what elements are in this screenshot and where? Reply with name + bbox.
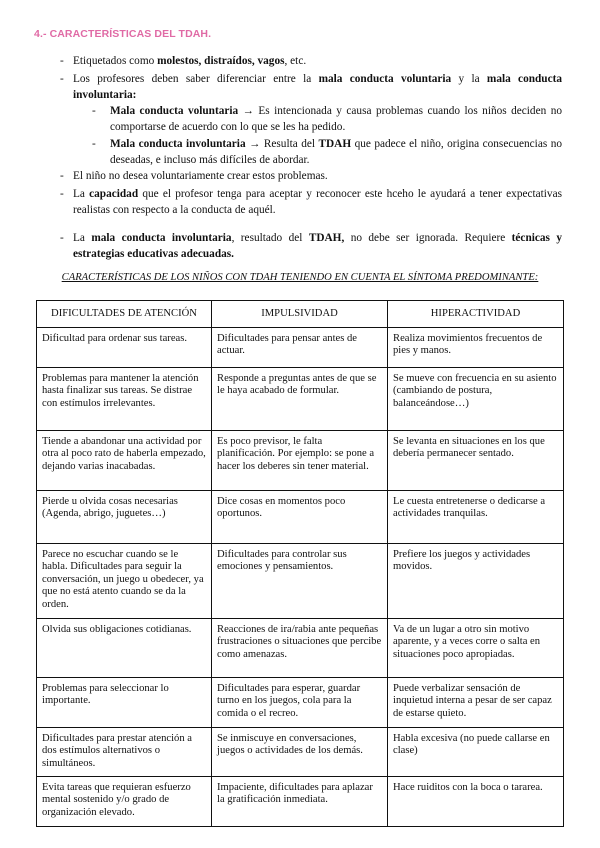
bullet-text	[73, 230, 562, 262]
table-cell: Dice cosas en momentos poco oportunos.	[212, 491, 388, 544]
text-run: Etiquetados como	[73, 55, 158, 67]
text-run: que el profesor tenga para aceptar y reconocer este hceho le ayudará a tener expectativas realistas con respecto a la conducta de aquél.	[73, 188, 562, 216]
bullet-item	[60, 53, 562, 69]
bold-run: TDAH	[318, 138, 352, 150]
table-cell: Pierde u olvida cosas necesarias (Agenda, abrigo, juguetes…)	[37, 491, 212, 544]
header-attention: DIFICULTADES DE ATENCIÓN	[37, 301, 212, 328]
bullet-dash: -	[60, 188, 64, 200]
bold-run: molestos, distraídos, vagos	[157, 55, 285, 67]
table-cell: Prefiere los juegos y actividades movidos.	[388, 544, 564, 619]
bullet-text	[73, 71, 562, 103]
table-cell: Reacciones de ira/rabia ante pequeñas frustraciones o situaciones que percibe como amenazas.	[212, 619, 388, 678]
bullet-text	[73, 168, 562, 184]
bullet-item	[60, 230, 562, 262]
bullet-text	[73, 53, 562, 69]
table-row	[37, 328, 564, 368]
table-cell: Dificultades para pensar antes de actuar.	[212, 328, 388, 368]
bold-run: mala conducta involuntaria:	[73, 73, 562, 101]
table-cell: Evita tareas que requieran esfuerzo mental sostenido y/o grado de organización elevado.	[37, 777, 212, 827]
header-impulsivity: IMPULSIVIDAD	[212, 301, 388, 328]
table-cell: Dificultades para controlar sus emociones y pensamientos.	[212, 544, 388, 619]
bullet-dash: -	[92, 105, 96, 117]
table-cell: Puede verbalizar sensación de inquietud interna a pesar de ser capaz de estarse quieto.	[388, 678, 564, 728]
table-cell: Le cuesta entretenerse o dedicarse a actividades tranquilas.	[388, 491, 564, 544]
table-row	[37, 728, 564, 777]
table-caption: CARACTERÍSTICAS DE LOS NIÑOS CON TDAH TENIENDO EN CUENTA EL SÍNTOMA PREDOMINANTE:	[61, 272, 539, 283]
bullet-item	[60, 71, 562, 103]
table-cell: Problemas para mantener la atención hasta finalizar sus tareas. Se distrae con estímulos irrelevantes.	[37, 368, 212, 431]
text-run: La	[73, 232, 92, 244]
text-run: , resultado del	[231, 232, 309, 244]
table-row	[37, 619, 564, 678]
text-run: , etc.	[284, 55, 307, 67]
bullet-dash: -	[60, 73, 64, 85]
table-row	[37, 678, 564, 728]
table-row	[37, 544, 564, 619]
bullet-dash: -	[60, 55, 64, 67]
table-cell: Dificultad para ordenar sus tareas.	[37, 328, 212, 368]
sub-bullet-item	[92, 103, 562, 135]
table-header-row	[37, 301, 564, 328]
text-run: Los profesores deben saber diferenciar entre la	[73, 73, 319, 85]
table-row	[37, 491, 564, 544]
text-run: La	[73, 188, 90, 200]
arrow-icon: →	[242, 105, 254, 117]
text-run: no debe ser ignorada. Requiere	[344, 232, 512, 244]
text-run: y la	[451, 73, 487, 85]
bold-run: mala conducta voluntaria	[318, 73, 452, 85]
table-row	[37, 431, 564, 491]
table-cell: Problemas para seleccionar lo importante.	[37, 678, 212, 728]
table-row	[37, 777, 564, 827]
bullet-dash: -	[60, 232, 64, 244]
table-cell: Se inmiscuye en conversaciones, juegos o actividades de los demás.	[212, 728, 388, 777]
bullet-dash: -	[60, 170, 64, 182]
table-cell: Impaciente, dificultades para aplazar la gratificación inmediata.	[212, 777, 388, 827]
bold-run: capacidad	[89, 188, 139, 200]
text-run: Es intencionada y causa problemas cuando los niños deciden no comportarse de acuerdo con lo que se les ha pedido.	[110, 105, 562, 133]
bullet-text	[73, 186, 562, 218]
table-cell: Es poco previsor, le falta planificación. Por ejemplo: se pone a hacer los deberes sin tener material.	[212, 431, 388, 491]
table-cell: Parece no escuchar cuando se le habla. Dificultades para seguir la conversación, un juego u obedecer, ya que no está atento cuando se da la orden.	[37, 544, 212, 619]
bullet-text	[110, 136, 562, 168]
adhd-characteristics-table	[36, 300, 564, 827]
table-cell: Realiza movimientos frecuentos de pies y manos.	[388, 328, 564, 368]
text-run: El niño no desea voluntariamente crear estos problemas.	[73, 170, 328, 182]
header-hyperactivity: HIPERACTIVIDAD	[388, 301, 564, 328]
table-cell: Se mueve con frecuencia en su asiento (cambiando de postura, balanceándose…)	[388, 368, 564, 431]
table-cell: Olvida sus obligaciones cotidianas.	[37, 619, 212, 678]
bold-run: técnicas y estrategias educativas adecuadas.	[73, 232, 562, 260]
text-run: que padece el niño, origina consecuencias no deseadas, e incluso más difíciles de abordar.	[110, 138, 562, 166]
table-cell: Dificultades para prestar atención a dos estímulos alternativos o simultáneos.	[37, 728, 212, 777]
table-cell: Responde a preguntas antes de que se le haya acabado de formular.	[212, 368, 388, 431]
table-cell: Hace ruiditos con la boca o tararea.	[388, 777, 564, 827]
bullet-text	[110, 103, 562, 135]
bold-run: TDAH,	[308, 232, 345, 244]
table-cell: Va de un lugar a otro sin motivo aparente, y a veces corre o salta en situaciones poco apropiadas.	[388, 619, 564, 678]
bold-run: Mala conducta voluntaria	[110, 105, 243, 117]
bullet-dash: -	[92, 138, 96, 150]
table-cell: Tiende a abandonar una actividad por otra al poco rato de haberla empezado, dejando varias inacabadas.	[37, 431, 212, 491]
bold-run: mala conducta involuntaria	[91, 232, 232, 244]
sub-bullet-item	[92, 136, 562, 168]
bold-run: Mala conducta involuntaria	[110, 138, 246, 150]
table-row	[37, 368, 564, 431]
table-cell: Habla excesiva (no puede callarse en clase)	[388, 728, 564, 777]
table-cell: Se levanta en situaciones en los que debería permanecer sentado.	[388, 431, 564, 491]
text-run: Resulta del	[263, 138, 319, 150]
bullet-item	[60, 168, 562, 184]
bullet-item	[60, 186, 562, 218]
arrow-icon: →	[245, 138, 264, 150]
table-cell: Dificultades para esperar, guardar turno en los juegos, cola para la comida o el recreo.	[212, 678, 388, 728]
section-heading: 4.- CARACTERÍSTICAS DEL TDAH.	[34, 28, 212, 40]
